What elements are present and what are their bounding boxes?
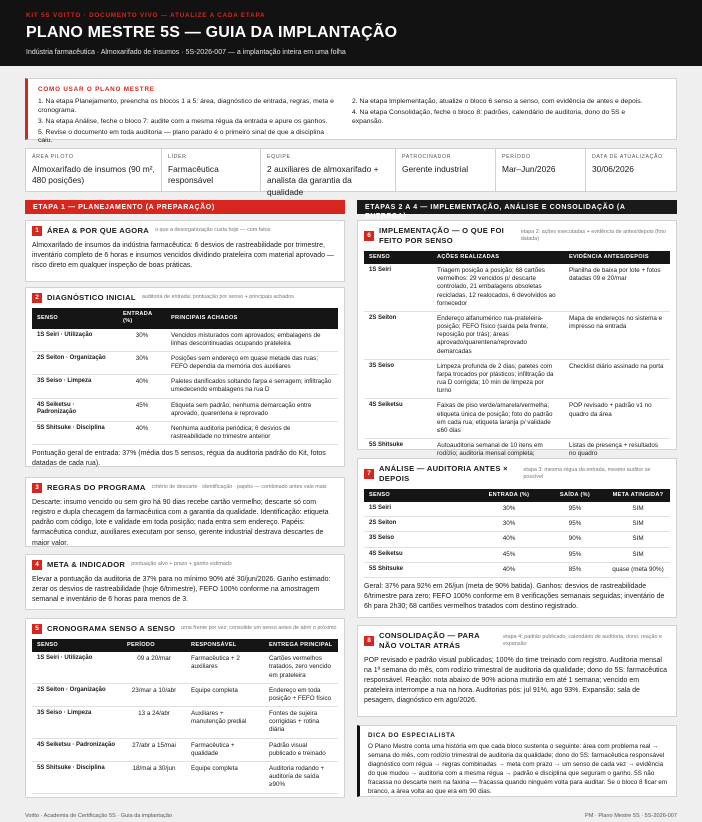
table-cell: 40%: [118, 421, 166, 444]
table-cell: 2S Seiton: [364, 311, 432, 359]
table-cell: Auxiliares + manutenção predial: [186, 707, 264, 739]
block-consolidation: [357, 625, 677, 717]
table-cell: Faixas de piso verde/amarela/vermelha; etiqueta única de posição; foto do padrão em cada rua; etiqueta laranja p/ validade ≤60 dias: [432, 399, 564, 439]
footer-right: PM · Plano Mestre 5S · 5S-2026-007: [584, 813, 677, 819]
table-cell: 3S Seiso: [364, 359, 432, 399]
footer-left: Voitto · Academia de Certificação 5S · Guia da implantação: [25, 813, 173, 819]
table-cell: 2S Seiton · Organização: [32, 683, 122, 706]
table-cell: 30%: [474, 517, 544, 532]
table-header: EVIDÊNCIA ANTES/DEPOIS: [564, 251, 670, 264]
table-cell: 3S Seiso · Limpeza: [32, 707, 122, 739]
table-cell: 1S Seiri: [364, 264, 432, 311]
table-cell: 13 a 24/abr: [122, 707, 186, 739]
how-to-step: 5. Revise o documento em toda auditoria — plano parado é o primeiro sinal de que a disciplina caiu.: [38, 128, 325, 145]
block-text: Elevar a pontuação da auditoria de 37% para no mínimo 90% até 30/jun/2026. Ganho estimado: zerar os desvios de rastreabilidade (hoje 6/trimestre), FEFO 100% conforme na amostragem semanal e inventário de 6 horas para menos de 3.: [32, 576, 331, 604]
table-cell: POP revisado + padrão v1 no quadro da área: [564, 399, 670, 439]
block-goal-indicator: [25, 554, 345, 610]
table-header: SENSO: [32, 308, 118, 329]
table-cell: 1S Seiri · Utilização: [32, 652, 122, 683]
how-to-step: 1. Na etapa Planejamento, preencha os blocos 1 a 5: área, diagnóstico de entrada, regras, meta e cronograma.: [38, 98, 334, 114]
block-schedule: [25, 618, 345, 798]
meta-leader: [162, 149, 261, 191]
project-meta-bar: [25, 148, 677, 197]
table-header: PRINCIPAIS ACHADOS: [166, 308, 338, 329]
table-cell: 40%: [474, 562, 544, 577]
implementation-table: [364, 251, 670, 471]
table-cell: 95%: [544, 547, 606, 562]
table-cell: quase (meta 90%): [606, 562, 670, 577]
table-cell: 5S Shitsuke · Disciplina: [32, 761, 122, 793]
meta-label: LÍDER: [168, 154, 187, 160]
table-row: [364, 517, 670, 532]
table-cell: 3S Seiso · Limpeza: [32, 375, 118, 398]
table-row: [32, 375, 338, 398]
how-to-left-column: [38, 98, 352, 148]
table-row: [32, 351, 338, 374]
table-cell: 1S Seiri: [364, 502, 474, 517]
block-title: CRONOGRAMA SENSO A SENSO: [47, 624, 176, 634]
block-note: etapa 4: padrão publicado, calendário de auditoria, dono, reação e expansão: [503, 633, 662, 647]
block-note: critério de descarte · identificação · papéis — combinado antes vale mais: [151, 484, 327, 491]
table-cell: Farmacêutica + 2 auxiliares: [186, 652, 264, 683]
table-cell: Vencidos misturados com aprovados; embalagens de linhas descontinuadas ocupando prateleira: [166, 329, 338, 352]
meta-label: EQUIPE: [267, 154, 291, 160]
table-cell: SIM: [606, 547, 670, 562]
block-text: Almoxarifado de insumos da indústria farmacêutica: 6 desvios de rastreabilidade por trimestre, inventário completo de 6 horas e insumos vencidos dividindo prateleira com material aprovado — risco direto em qualquer inspeção de boas práticas.: [32, 242, 334, 270]
table-cell: 4S Seiketsu · Padronização: [32, 398, 118, 421]
table-header: AÇÕES REALIZADAS: [432, 251, 564, 264]
meta-label: PATROCINADOR: [402, 154, 452, 160]
table-cell: 95%: [544, 502, 606, 517]
block-program-rules: [25, 477, 345, 547]
stage-right-banner: ETAPAS 2 A 4 — IMPLEMENTAÇÃO, ANÁLISE E CONSOLIDAÇÃO (A ENTREGA): [357, 200, 677, 214]
block-note: etapa 3: mesma régua da entrada, mesmo auditor se possível: [523, 466, 651, 480]
table-cell: Planilha de baixa por lote + fotos datadas 09 e 20/mar: [564, 264, 670, 311]
how-to-right-column: [352, 98, 666, 148]
table-row: [32, 761, 338, 793]
table-row: [364, 311, 670, 359]
audit-table: [364, 489, 670, 578]
block-title: ÁREA & POR QUE AGORA: [47, 226, 150, 236]
block-text: POP revisado e padrão visual publicados; 100% do time treinado com registro. Auditoria mensal na 1ª semana do mês, com rodízio trimestral de auditoria da qualidade; dono do 5S: farmacêutica responsável. Reação: nota abaixo de 90% aciona mutirão em até 1 semana; vencido em prateleira interrompe a rua na hora. Auditorias pós: jul 91%, ago 93%. Expansão: sala de pesagem, diagnóstico em ago/2026.: [364, 656, 667, 705]
table-header: ENTRADA (%): [474, 489, 544, 502]
table-cell: Auditoria rodando + auditoria de saída ≥90%: [264, 761, 338, 793]
table-cell: Paletes danificados soltando farpa e serragem; infiltração umedecendo embalagens na rua D: [166, 375, 338, 398]
specialist-title: DICA DO ESPECIALISTA: [368, 732, 456, 739]
table-cell: 45%: [118, 398, 166, 421]
table-cell: Autoauditoria semanal de 10 itens em rodízio; auditoria mensal completa;: [432, 439, 564, 471]
table-header: SAÍDA (%): [544, 489, 606, 502]
table-cell: 30%: [474, 502, 544, 517]
table-cell: 40%: [118, 375, 166, 398]
table-cell: Mapa de endereços no sistema e impresso na entrada: [564, 311, 670, 359]
kit-line: KIT 5S VOITTO · DOCUMENTO VIVO — ATUALIZE A CADA ETAPA: [26, 12, 266, 19]
table-row: [32, 421, 338, 444]
how-to-title: COMO USAR O PLANO MESTRE: [38, 86, 155, 93]
table-cell: 5S Shitsuke: [364, 562, 474, 577]
block-number: 7: [364, 469, 374, 479]
table-header: SENSO: [364, 251, 432, 264]
table-cell: Triagem posição a posição; 68 cartões vermelhos: 29 vencidos p/ descarte controlado, 21 embalagens obsoletas recicladas, 12 realocados, 6 devolvidos ao fornecedor: [432, 264, 564, 311]
block-title: REGRAS DO PROGRAMA: [47, 483, 146, 493]
how-to-step: 2. Na etapa Implementação, atualize o bloco 6 senso a senso, com evidência de antes e depois.: [352, 98, 643, 106]
table-row: [32, 398, 338, 421]
table-cell: 85%: [544, 562, 606, 577]
table-row: [364, 547, 670, 562]
table-cell: 45%: [474, 547, 544, 562]
block-note: o que a desorganização custa hoje — com fatos: [155, 227, 271, 234]
table-row: [32, 683, 338, 706]
diagnosis-table: [32, 308, 338, 445]
table-cell: 3S Seiso: [364, 532, 474, 547]
schedule-table: [32, 639, 338, 794]
page-footer: [25, 813, 677, 820]
table-cell: Checklist diário assinado na porta: [564, 359, 670, 399]
table-header: ENTRADA (%): [118, 308, 166, 329]
table-cell: 4S Seiketsu: [364, 399, 432, 439]
block-text: Descarte: insumo vencido ou sem giro há 90 dias recebe cartão vermelho; descarte só com registro e dupla checagem da farmacêutica com a garantia da qualidade. Identificação: etiqueta padrão com código, lote e validade em toda posição; nada entra sem endereço. Papéis: farmacêutica conduz, auxiliares executam por senso, gerente industrial destrava descartes de maior valor.: [32, 499, 329, 547]
table-row: [32, 707, 338, 739]
table-cell: SIM: [606, 517, 670, 532]
table-row: [364, 532, 670, 547]
block-note: uma frente por vez; consolide um senso antes de abrir o próximo: [181, 625, 337, 632]
table-cell: Endereço em toda posição + FEFO físico: [264, 683, 338, 706]
how-to-step: 4. Na etapa Consolidação, feche o bloco 8: padrões, calendário de auditoria, dono do 5S e expansão.: [352, 109, 626, 125]
table-cell: SIM: [606, 502, 670, 517]
meta-value: 2 auxiliares de almoxarifado + analista da garantia da qualidade: [267, 163, 379, 197]
meta-value: Almoxarifado de insumos (90 m², 480 posições): [32, 163, 155, 186]
how-to-step: 3. Na etapa Análise, feche o bloco 7: audite com a mesma régua da entrada e apure os ganhos.: [38, 117, 328, 125]
block-number: 2: [32, 293, 42, 303]
table-cell: 4S Seiketsu · Padronização: [32, 738, 122, 761]
meta-label: ÁREA PILOTO: [32, 154, 74, 160]
table-cell: Etiqueta sem padrão; nenhuma demarcação entre aprovado, quarentena e reprovado: [166, 398, 338, 421]
table-row: [364, 562, 670, 577]
table-row: [364, 264, 670, 311]
table-cell: Endereço alfanumérico rua-prateleira-posição; FEFO físico (saída pela frente, reposição por trás); áreas aprovado/quarentena/reprovado demarcadas: [432, 311, 564, 359]
table-row: [32, 329, 338, 352]
stage-left-banner: ETAPA 1 — PLANEJAMENTO (A PREPARAÇÃO): [25, 200, 345, 214]
block-note: pontuação alvo + prazo + ganho estimado: [131, 561, 232, 568]
table-row: [32, 652, 338, 683]
table-cell: 40%: [474, 532, 544, 547]
table-header: SENSO: [32, 639, 122, 652]
meta-value: Farmacêutica responsável: [168, 163, 219, 186]
table-cell: Farmacêutica + qualidade: [186, 738, 264, 761]
block-initial-diagnosis: [25, 287, 345, 467]
table-cell: Equipe completa: [186, 761, 264, 793]
table-row: [364, 399, 670, 439]
meta-value: Gerente industrial: [402, 163, 469, 174]
table-header: PERÍODO: [122, 639, 186, 652]
block-title: IMPLEMENTAÇÃO — O QUE FOI FEITO POR SENSO: [379, 226, 505, 245]
table-cell: Nenhuma auditoria periódica; 6 desvios de rastreabilidade no trimestre anterior: [166, 421, 338, 444]
table-cell: Padrão visual publicado e treinado: [264, 738, 338, 761]
meta-period: [496, 149, 586, 191]
table-cell: 30%: [118, 351, 166, 374]
table-header: RESPONSÁVEL: [186, 639, 264, 652]
table-cell: 23/mar a 10/abr: [122, 683, 186, 706]
block-implementation: [357, 220, 677, 458]
meta-sponsor: [396, 149, 496, 191]
page-subtitle: Indústria farmacêutica · Almoxarifado de insumos · 5S-2026-007 — a implantação inteira em uma folha: [26, 48, 346, 56]
meta-label: DATA DE ATUALIZAÇÃO: [592, 154, 663, 160]
block-note: etapa 2: ações executadas + evidência de antes/depois (foto datada): [520, 228, 666, 242]
specialist-text: O Plano Mestre conta uma história em que cada bloco sustenta o seguinte: área com problema real → semana do mês, com rodízio trimestral de auditoria da qualidade; dono do 5S: farmacêutica responsável diagnóstico com régua → regras combinadas → meta com prazo → um senso de cada vez → evidência do que mudou → auditoria com a mesma régua → padrão e disciplina que seguram o ganho. 5S não fracassa no descarte nem na faxina — fracassa quando ninguém volta para auditar. Se o bloco 8 ficar em branco, a área volta ao que era em 90 dias.: [368, 743, 668, 796]
page-title: PLANO MESTRE 5S — GUIA DA IMPLANTAÇÃO: [26, 24, 398, 42]
table-row: [364, 502, 670, 517]
meta-value: Mar–Jun/2026: [502, 163, 556, 174]
block-title: CONSOLIDAÇÃO — PARA NÃO VOLTAR ATRÁS: [379, 631, 480, 650]
table-cell: Posições sem endereço em quase metade das ruas; FEFO dependia da memória dos auxiliares: [166, 351, 338, 374]
table-cell: 1S Seiri · Utilização: [32, 329, 118, 352]
table-cell: 95%: [544, 517, 606, 532]
table-header: META ATINGIDA?: [606, 489, 670, 502]
table-cell: Equipe completa: [186, 683, 264, 706]
block-title: ANÁLISE — AUDITORIA ANTES × DEPOIS: [379, 464, 508, 483]
table-row: [364, 359, 670, 399]
table-cell: Listas de presença + resultados no quadro: [564, 439, 670, 471]
specialist-tip: [357, 725, 677, 797]
table-cell: Fontes de sujeira corrigidas + rotina diária: [264, 707, 338, 739]
meta-label: PERÍODO: [502, 154, 531, 160]
table-cell: 18/mai a 30/jun: [122, 761, 186, 793]
meta-area: [26, 149, 162, 191]
meta-team: [261, 149, 396, 197]
meta-updated: [586, 149, 676, 191]
table-cell: 2S Seiton: [364, 517, 474, 532]
table-cell: 5S Shitsuke: [364, 439, 432, 471]
block-title: DIAGNÓSTICO INICIAL: [47, 293, 136, 303]
table-cell: 30%: [118, 329, 166, 352]
table-cell: 09 a 20/mar: [122, 652, 186, 683]
table-header: SENSO: [364, 489, 474, 502]
diagnosis-summary: Pontuação geral de entrada: 37% (média dos 5 sensos, régua da auditoria padrão do Kit, fotos datadas de cada rua).: [32, 450, 326, 468]
block-number: 5: [32, 624, 42, 634]
page-header: [0, 0, 702, 66]
block-audit-analysis: [357, 458, 677, 618]
block-number: 4: [32, 560, 42, 570]
block-title: META & INDICADOR: [47, 560, 126, 570]
table-cell: 2S Seiton · Organização: [32, 351, 118, 374]
table-cell: 5S Shitsuke · Disciplina: [32, 421, 118, 444]
block-number: 3: [32, 483, 42, 493]
table-cell: 90%: [544, 532, 606, 547]
table-cell: 27/abr a 15/mai: [122, 738, 186, 761]
table-cell: 4S Seiketsu: [364, 547, 474, 562]
table-cell: SIM: [606, 532, 670, 547]
block-note: auditoria de entrada: pontuação por senso + principais achados: [141, 294, 294, 301]
block-area-why-now: [25, 220, 345, 282]
table-cell: Cartões vermelhos tratados, zero vencido em prateleira: [264, 652, 338, 683]
table-header: ENTREGA PRINCIPAL: [264, 639, 338, 652]
block-number: 1: [32, 226, 42, 236]
table-cell: Limpeza profunda de 2 dias; paletes com farpa trocados por plásticos; infiltração da rua D corrigida; 10 min de limpeza por turno: [432, 359, 564, 399]
block-number: 6: [364, 231, 374, 241]
audit-summary: Geral: 37% para 92% em 26/jun (meta de 90% batida). Ganhos: desvios de rastreabilidade 6/trimestre para zero; FEFO 100% conforme em 8 verificações semanais seguidas; inventário de 6h para 2h30; 68 cartões vermelhos tratados com destino registrado.: [364, 582, 665, 611]
block-number: 8: [364, 636, 374, 646]
how-to-use-panel: [25, 78, 677, 145]
meta-value: 30/06/2026: [592, 163, 634, 174]
table-row: [32, 738, 338, 761]
